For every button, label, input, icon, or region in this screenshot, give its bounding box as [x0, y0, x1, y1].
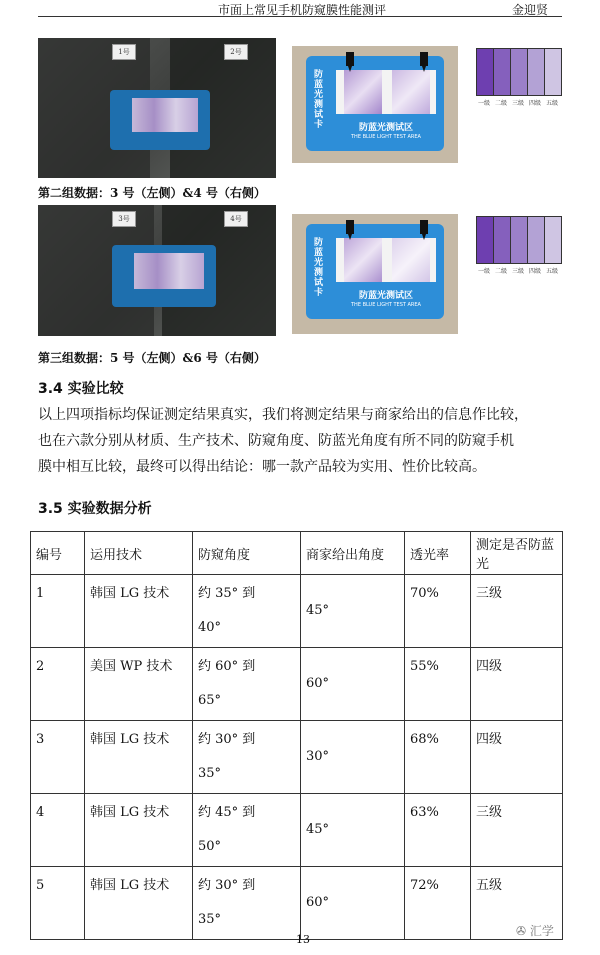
cell-blue-light: 三级 — [471, 794, 563, 867]
scale2-box-4 — [527, 216, 545, 264]
stripe-left — [344, 70, 382, 114]
section-3-5-title: 3.5 实验数据分析 — [38, 501, 152, 517]
cell-blue-light: 三级 — [471, 575, 563, 648]
blue-light-card-2 — [306, 224, 444, 319]
cell-angle — [193, 721, 301, 794]
cell-id: 2 — [31, 648, 85, 721]
cell-transmittance: 72% — [405, 867, 471, 940]
test-card-window — [132, 98, 198, 132]
pin-left — [346, 52, 354, 66]
photo-test-card-group2 — [292, 214, 458, 334]
col-blue-light: 测定是否防蓝光 — [471, 532, 563, 575]
stripe-right — [392, 70, 430, 114]
color-scale-group2 — [476, 216, 566, 276]
card-title-2: 防蓝光测试卡 — [314, 238, 324, 298]
angle-from: 约 30° 到 — [198, 732, 256, 747]
angle-to: 40° — [198, 620, 222, 635]
photo-films-group2 — [38, 205, 276, 336]
cell-transmittance: 55% — [405, 648, 471, 721]
cell-vendor-angle: 45° — [301, 575, 405, 648]
tag-1: 1号 — [112, 44, 136, 60]
card-title: 防蓝光测试卡 — [314, 70, 324, 130]
caption-group2: 第二组数据：3 号（左侧）&4 号（右侧） — [38, 186, 266, 200]
cell-transmittance: 70% — [405, 575, 471, 648]
cell-angle — [193, 794, 301, 867]
col-angle: 防窥角度 — [193, 532, 301, 575]
cell-angle — [193, 867, 301, 940]
col-id: 编号 — [31, 532, 85, 575]
cell-id: 3 — [31, 721, 85, 794]
watermark — [516, 922, 554, 939]
angle-to: 35° — [198, 912, 222, 927]
table-row — [31, 648, 563, 721]
stripe-right-2 — [392, 238, 430, 282]
table-header-row — [31, 532, 563, 575]
angle-from: 约 45° 到 — [198, 805, 256, 820]
cell-transmittance: 63% — [405, 794, 471, 867]
scale-label-5: 五级 — [545, 100, 558, 107]
blue-light-card — [306, 56, 444, 151]
cell-tech: 美国 WP 技术 — [85, 648, 193, 721]
data-table — [30, 531, 563, 940]
cell-tech: 韩国 LG 技术 — [85, 721, 193, 794]
para-line-3: 膜中相互比较，最终可以得出结论：哪一款产品较为实用、性价比较高。 — [38, 459, 486, 475]
scale2-label-2: 二级 — [494, 268, 507, 275]
col-tech: 运用技术 — [85, 532, 193, 575]
photo-films-group1 — [38, 38, 276, 178]
color-scale-group1 — [476, 48, 566, 108]
angle-to: 50° — [198, 839, 222, 854]
scale-label-3: 三级 — [511, 100, 524, 107]
card-zone-en-2: THE BLUE LIGHT TEST AREA — [351, 302, 421, 308]
scale-box-1 — [476, 48, 494, 96]
pin-right — [420, 52, 428, 66]
photo-test-card-group1 — [292, 46, 458, 163]
page-header — [38, 0, 562, 17]
scale-box-3 — [510, 48, 528, 96]
header-title: 市面上常见手机防窥膜性能测评 — [218, 3, 387, 17]
angle-to: 65° — [198, 693, 222, 708]
pin-right-2 — [420, 220, 428, 234]
cell-angle — [193, 575, 301, 648]
scale2-label-4: 四级 — [528, 268, 541, 275]
cell-tech: 韩国 LG 技术 — [85, 867, 193, 940]
card-zone: 防蓝光测试区 — [358, 123, 413, 133]
cell-blue-light: 四级 — [471, 648, 563, 721]
scale2-box-1 — [476, 216, 494, 264]
cell-blue-light: 四级 — [471, 721, 563, 794]
test-card-window-2 — [134, 253, 204, 289]
scale2-label-1: 一级 — [477, 268, 490, 275]
scale2-label-3: 三级 — [511, 268, 524, 275]
para-line-1: 以上四项指标均保证测定结果真实，我们将测定结果与商家给出的信息作比较， — [38, 407, 528, 423]
scale-box-5 — [544, 48, 562, 96]
cell-vendor-angle: 60° — [301, 648, 405, 721]
stripe-left-2 — [344, 238, 382, 282]
table-row — [31, 794, 563, 867]
pin-left-2 — [346, 220, 354, 234]
scale-label-1: 一级 — [477, 100, 490, 107]
card-zone-2: 防蓝光测试区 — [358, 291, 413, 301]
scale-label-4: 四级 — [528, 100, 541, 107]
caption-group3: 第三组数据：5 号（左侧）&6 号（右侧） — [38, 351, 266, 365]
table-row — [31, 575, 563, 648]
tag-3: 3号 — [112, 211, 136, 227]
scale2-box-5 — [544, 216, 562, 264]
angle-from: 约 35° 到 — [198, 586, 256, 601]
card-window — [336, 70, 436, 114]
para-line-2: 也在六款分别从材质、生产技术、防窥角度、防蓝光角度有所不同的防窥手机 — [38, 433, 514, 449]
tag-2: 2号 — [224, 44, 248, 60]
scale-box-4 — [527, 48, 545, 96]
scale-box-2 — [493, 48, 511, 96]
cell-tech: 韩国 LG 技术 — [85, 794, 193, 867]
cell-vendor-angle: 30° — [301, 721, 405, 794]
cell-blue-light: 五级 — [471, 867, 563, 940]
header-author: 金迎贤 — [511, 3, 548, 17]
card-zone-en: THE BLUE LIGHT TEST AREA — [351, 134, 421, 140]
wechat-icon: ✇ — [516, 924, 527, 938]
page-number: 13 — [296, 933, 310, 946]
cell-id: 5 — [31, 867, 85, 940]
tag-4: 4号 — [224, 211, 248, 227]
cell-transmittance: 68% — [405, 721, 471, 794]
scale-label-2: 二级 — [494, 100, 507, 107]
card-window-2 — [336, 238, 436, 282]
scale2-box-3 — [510, 216, 528, 264]
scale2-label-5: 五级 — [545, 268, 558, 275]
angle-to: 35° — [198, 766, 222, 781]
cell-angle — [193, 648, 301, 721]
angle-from: 约 30° 到 — [198, 878, 256, 893]
cell-vendor-angle: 60° — [301, 867, 405, 940]
section-3-4-title: 3.4 实验比较 — [38, 381, 124, 397]
col-transmittance: 透光率 — [405, 532, 471, 575]
cell-tech: 韩国 LG 技术 — [85, 575, 193, 648]
cell-id: 1 — [31, 575, 85, 648]
scale2-box-2 — [493, 216, 511, 264]
col-vendor-angle: 商家给出角度 — [301, 532, 405, 575]
watermark-text: 汇学 — [529, 924, 554, 938]
table-row — [31, 721, 563, 794]
cell-id: 4 — [31, 794, 85, 867]
angle-from: 约 60° 到 — [198, 659, 256, 674]
table-row — [31, 867, 563, 940]
cell-vendor-angle: 45° — [301, 794, 405, 867]
section-3-4-paragraph — [38, 402, 568, 480]
